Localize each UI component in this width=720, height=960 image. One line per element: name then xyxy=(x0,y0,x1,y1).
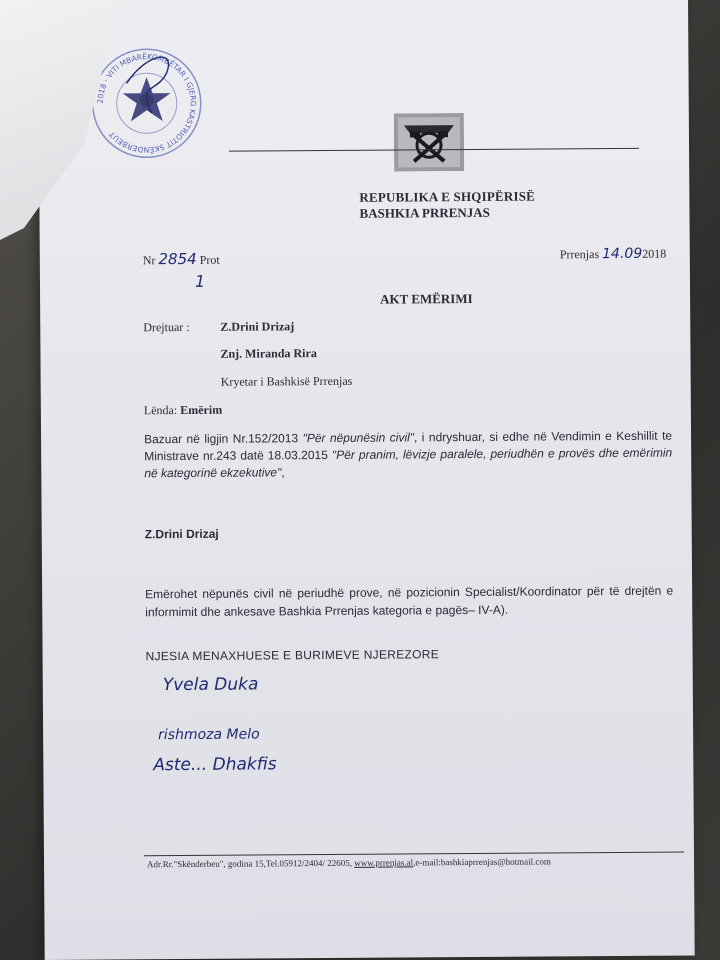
republic-heading: REPUBLIKA E SHQIPËRISË xyxy=(359,188,536,205)
recipient-2: Znj. Miranda Rira xyxy=(220,346,317,361)
document-page xyxy=(38,0,695,960)
body-quote-1: "Për nëpunësin civil" xyxy=(302,430,415,446)
signature-2: rishmoza Melo xyxy=(158,726,260,744)
addressed-label: Drejtuar : xyxy=(143,319,190,335)
body-text-2: , i ndryshuar, si edhe në Vendimin e Keshillit te Ministrave nr.243 datë 18.03.2015 xyxy=(144,428,673,464)
signature-1: Yvela Duka xyxy=(162,674,259,696)
appointment-paragraph: Emërohet nëpunës civil në periudhë prove, në pozicionin Specialist/Koordinator për të drejtën e informimit dhe ankesave Bashkia Prrenjas kategoria e pagës– IV-A). xyxy=(145,583,674,620)
footer-address-text: Adr.Rr."Skënderbeu", godina 15,Tel.05912/2404/ 22605, xyxy=(147,857,355,870)
recipient-2-title: Kryetar i Bashkisë Prrenjas xyxy=(220,373,353,389)
date-line xyxy=(560,246,667,263)
body-quote-2: "Për pranim, lëvizje paralele, periudhën e provës dhe emërimin në kategorinë ekzekutive" xyxy=(144,445,673,481)
nr-handwritten: 2854 xyxy=(158,249,197,269)
municipality-heading: BASHKIA PRRENJAS xyxy=(359,204,490,221)
stamp-text: 2018 · VITI MBARËKOMBËTAR I GJERG KASTRIOTIT SKËNDERBEUT xyxy=(95,52,198,155)
subject-label: Lënda: xyxy=(143,403,178,418)
footer-website-link[interactable]: www.prrenjas.al xyxy=(354,857,414,868)
place: Prrenjas xyxy=(559,247,600,262)
footer-email: ,e-mail:bashkiaprrenjas@hotmail.com xyxy=(413,856,551,868)
date-handwritten: 14.09 xyxy=(602,245,643,263)
body-text-1: Bazuar në ligjin Nr.152/2013 xyxy=(144,431,303,447)
recipient-1: Z.Drini Drizaj xyxy=(220,319,295,334)
footer-rule xyxy=(144,852,684,857)
appointee-name: Z.Drini Drizaj xyxy=(144,526,219,542)
reference-number xyxy=(143,250,220,269)
subject-value: Emërim xyxy=(180,402,223,418)
hr-unit-heading: NJESIA MENAXHUESE E BURIMEVE NJEREZORE xyxy=(145,647,440,664)
nr-sub-handwritten: 1 xyxy=(194,271,206,291)
subject-line xyxy=(144,403,222,419)
signature-3: Aste... Dhakfis xyxy=(153,754,277,776)
nr-label: Nr xyxy=(142,253,156,268)
municipality-logo-icon xyxy=(394,113,464,171)
body-text-3: , xyxy=(281,465,285,480)
document-title: AKT EMËRIMI xyxy=(380,290,473,307)
date-year: 2018 xyxy=(642,246,667,261)
prot-label: Prot xyxy=(199,252,220,267)
body-paragraph xyxy=(144,428,672,483)
footer-address xyxy=(147,856,551,869)
